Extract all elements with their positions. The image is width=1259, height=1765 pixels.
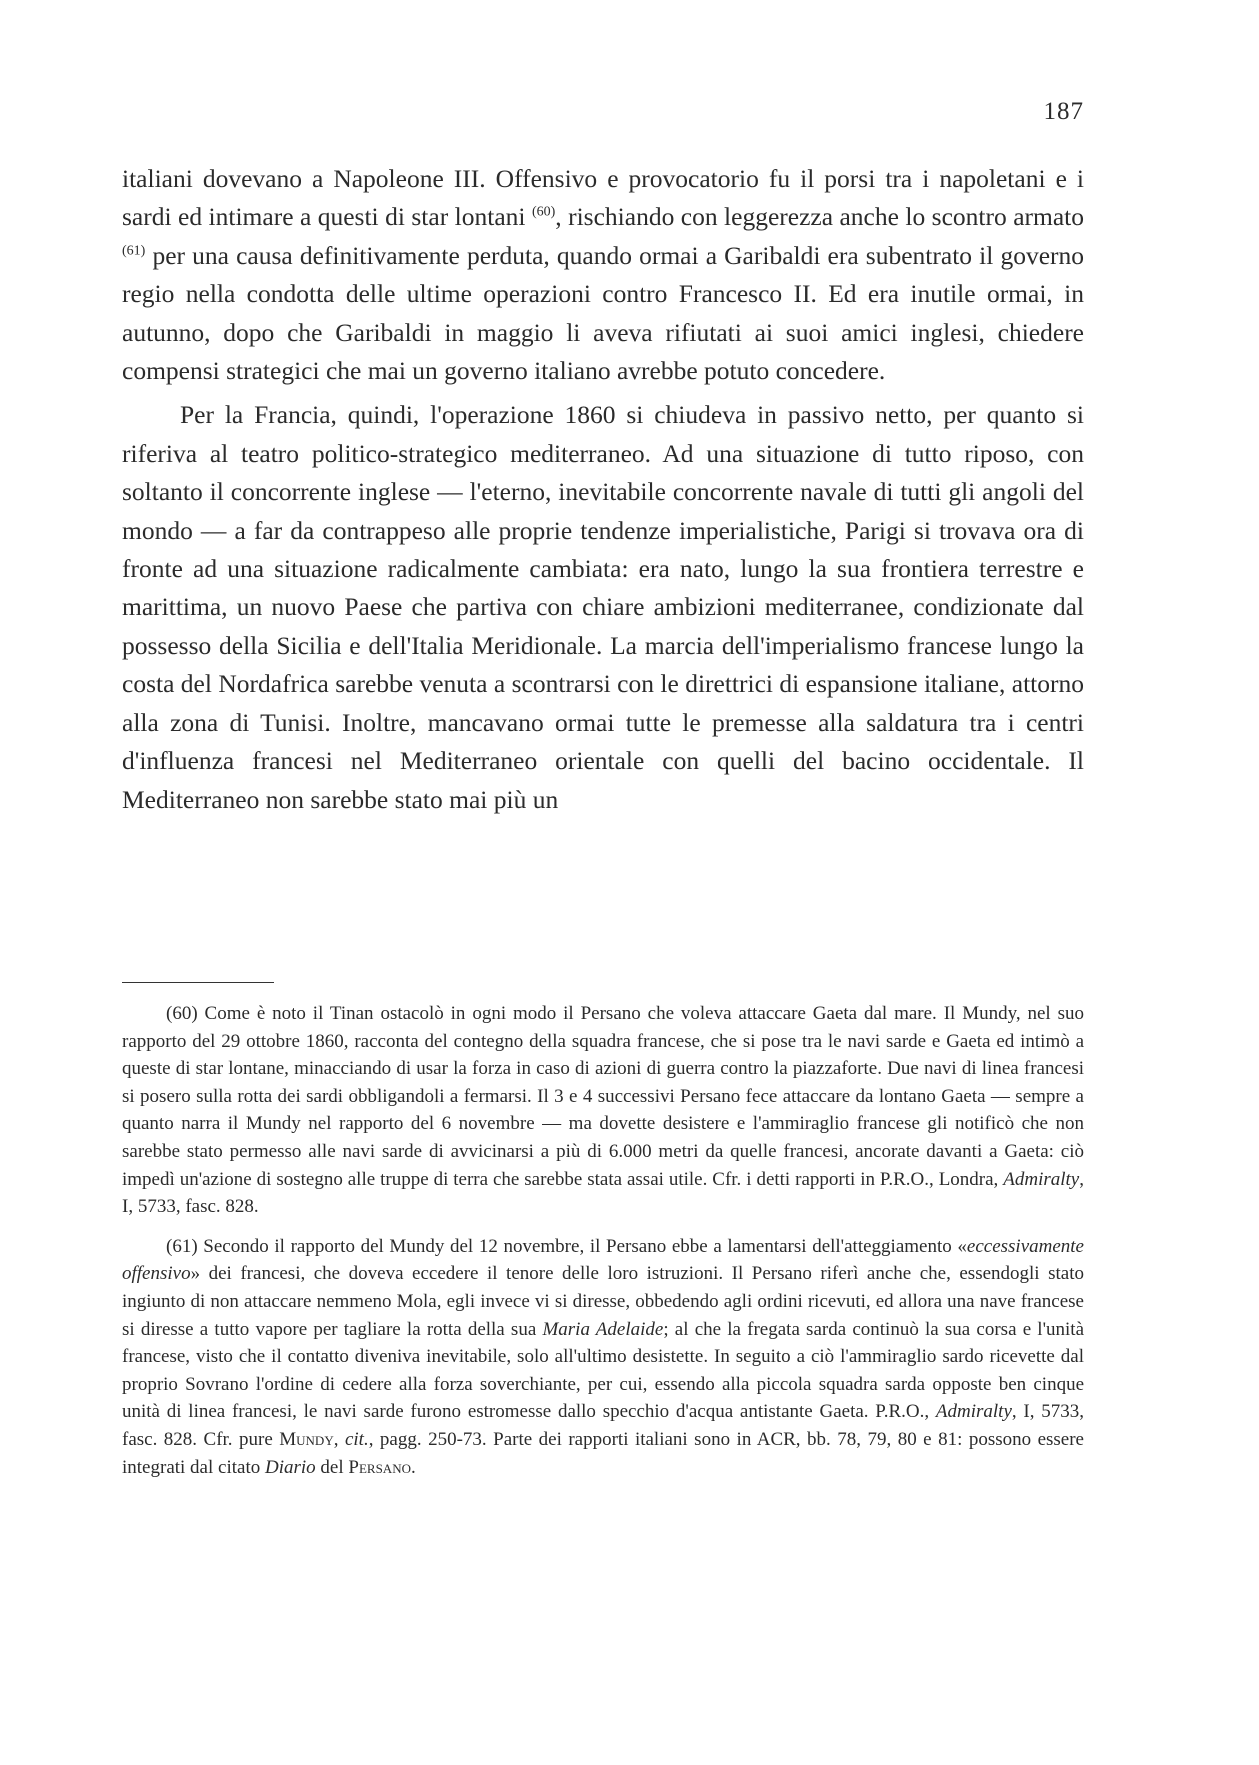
footnote-61-italic-admiralty: Admiralty bbox=[935, 1401, 1012, 1423]
footnote-61-text-b: » dei francesi, che doveva eccedere il tenore delle loro istruzioni. Il Persano riferì anche che, essendogli stato ingiunto di non attaccare nemmeno Mola, egli invece vi si diresse, obbedendo agli ordini ricevuti, ed allora una nave francese si diresse a tutto vapore per tagliare la rotta della sua bbox=[122, 1263, 1084, 1340]
paragraph-1-text-b: , rischiando con leggerezza anche lo scontro armato bbox=[555, 202, 1084, 232]
footnote-61 bbox=[122, 1233, 1084, 1481]
footnote-61-smallcaps-persano: Persano bbox=[348, 1456, 411, 1478]
footnotes bbox=[122, 1000, 1084, 1481]
footnote-61-text-e: , bbox=[333, 1428, 345, 1450]
footnote-61-italic-quote: eccessivamente offensivo bbox=[122, 1235, 1084, 1285]
footnote-separator bbox=[122, 982, 274, 983]
footnote-60-text-a: (60) Come è noto il Tinan ostacolò in ogni modo il Persano che voleva attaccare Gaeta dal mare. Il Mundy, nel suo rapporto del 29 ottobre 1860, racconta del contegno della squadra francese, che si pose tra le navi sarde e Gaeta ed intimò a queste di star lontane, minacciando di usar la forza in caso di azioni di guerra contro la piazzaforte. Due navi di linea francesi si posero sulla rotta dei sardi obbligandoli a fermarsi. Il 3 e 4 successivi Persano fece attaccare da lontano Gaeta — sempre a quanto narra il Mundy nel rapporto del 6 novembre — ma dovette desistere e l'ammiraglio francese gli notificò che non sarebbe stato permesso alle navi sarde di avvicinarsi a più di 6.000 metri da quelle francesi, ancorate davanti a Gaeta: ciò impedì un'azione di sostegno alle truppe di terra che sarebbe stata assai utile. Cfr. i detti rapporti in P.R.O., Londra, bbox=[122, 1003, 1084, 1190]
footnote-ref-61: (61) bbox=[122, 243, 146, 259]
paragraph-1-text-c: per una causa definitivamente perduta, quando ormai a Garibaldi era subentrato il governo regio nella condotta delle ultime operazioni contro Francesco II. Ed era inutile ormai, in autunno, dopo che Garibaldi in maggio li aveva rifiutati ai suoi amici inglesi, chiedere compensi strategici che mai un governo italiano avrebbe potuto concedere. bbox=[122, 240, 1084, 386]
footnote-60-italic-admiralty: Admiralty bbox=[1003, 1168, 1080, 1190]
footnote-61-text-g: del bbox=[315, 1456, 349, 1478]
footnote-61-italic-cit: cit. bbox=[344, 1428, 369, 1450]
footnote-61-smallcaps-mundy: Mundy bbox=[279, 1428, 334, 1450]
footnote-61-text-f: , pagg. 250-73. Parte dei rapporti italiani sono in ACR, bb. 78, 79, 80 e 81: possono essere integrati dal citato bbox=[122, 1428, 1084, 1478]
footnote-60 bbox=[122, 1000, 1084, 1221]
footnote-61-italic-ship: Maria Adelaide bbox=[542, 1318, 664, 1340]
paragraph-1 bbox=[122, 160, 1084, 390]
footnote-61-text-a: (61) Secondo il rapporto del Mundy del 12 novembre, il Persano ebbe a lamentarsi dell'atteggiamento « bbox=[166, 1235, 967, 1257]
footnote-61-italic-diario: Diario bbox=[264, 1456, 316, 1478]
paragraph-1-text-a: italiani dovevano a Napoleone III. Offensivo e provocatorio fu il porsi tra i napoletani e i sardi ed intimare a questi di star lontani bbox=[122, 164, 1084, 232]
footnote-60-text-b: , I, 5733, fasc. 828. bbox=[122, 1168, 1084, 1218]
footnote-ref-60: (60) bbox=[531, 204, 556, 220]
footnote-61-text-c: ; al che la fregata sarda continuò la sua corsa e l'unità francese, visto che il contatto diveniva inevitabile, solo all'ultimo desistette. In seguito a ciò l'ammiraglio sardo ricevette dal proprio Sovrano l'ordine di cedere alla forza soverchiante, per cui, essendo alla piccola squadra sarda opposte ben cinque unità di linea francesi, le navi sarde furono estromesse dallo specchio d'acqua antistante Gaeta. P.R.O., bbox=[122, 1318, 1085, 1423]
main-text bbox=[122, 160, 1084, 819]
footnote-61-text-h: . bbox=[410, 1456, 416, 1478]
paragraph-2: Per la Francia, quindi, l'operazione 1860 si chiudeva in passivo netto, per quanto si riferiva al teatro politico-strategico mediterraneo. Ad una situazione di tutto riposo, con soltanto il concorrente inglese — l'eterno, inevitabile concorrente navale di tutti gli angoli del mondo — a far da contrappeso alle proprie tendenze imperialistiche, Parigi si trovava ora di fronte ad una situazione radicalmente cambiata: era nato, lungo la sua frontiera terrestre e marittima, un nuovo Paese che partiva con chiare ambizioni mediterranee, condizionate dal possesso della Sicilia e dell'Italia Meridionale. La marcia dell'imperialismo francese lungo la costa del Nordafrica sarebbe venuta a scontrarsi con le direttrici di espansione italiane, attorno alla zona di Tunisi. Inoltre, mancavano ormai tutte le premesse alla saldatura tra i centri d'influenza francesi nel Mediterraneo orientale con quelli del bacino occidentale. Il Mediterraneo non sarebbe stato mai più un bbox=[122, 400, 1084, 814]
page-number: 187 bbox=[1043, 98, 1084, 125]
footnote-61-text-d: , I, 5733, fasc. 828. Cfr. pure bbox=[122, 1401, 1085, 1450]
